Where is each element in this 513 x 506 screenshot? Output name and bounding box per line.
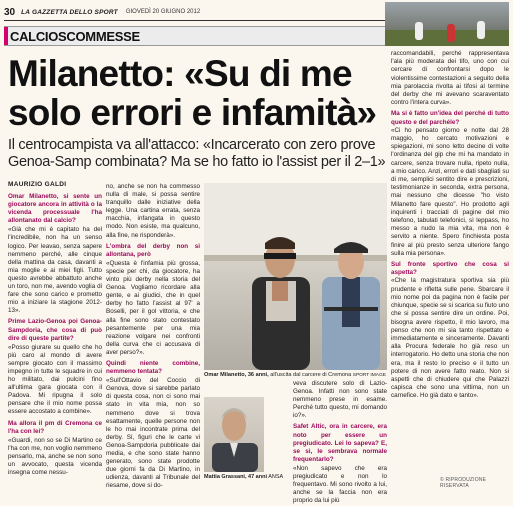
question: Safet Altic, ora in carcere, era noto per essere un pregiudicato. Lei lo sapeva? E, se sì, le sembrava normale frequentarlo? [293,423,387,463]
player-figure [477,21,485,39]
main-photo [204,183,387,370]
answer: «Questa è l'infamia più grossa, specie per chi, da giocatore, ha vinto più derby nella storia del Genoa. Vogliamo ricordare alla gente, e ai giudici, che in quel derby ho fatto l'assist al 97' a Boselli, per il gol vittoria, e che alla fine sono stato contestato pesantemente per una mia reazione volgare nei confronti della curva che ci accusava di aver perso?». [106,259,200,356]
question: Quindi niente combine, nemmeno tentata? [106,359,200,376]
answer: «Ci ho pensato giorno e notte dal 28 maggio, ho cercato motivazioni e spiegazioni, mi sono letto decine di volte l'ordinanza del gip che mi ha mandato in carcere, senza trovare nulla, ripeto nulla, a mio carico. Anzi, errori e dati sbagliati su di me, semplici sentito dire e prescrizioni, testimonianze in seconda, extra persona, mai nessuno che dicesse "ho visto Milanetto fare questo". Ho prodotto agli inquirenti i tracciati di pagine del mio telefono, tabulati telefonici, sì leppass, ho messo a nudo la mia vita, ma non è servito a niente. Spero l'inchiesta posta finire al più presto senza ulteriore fango sulla mia persona». [391,126,509,257]
article-column-right [391,50,509,401]
answer: «Che la magistratura sportiva sia più prudente e rifletta sulle pene. Sbarcare il mio nome poi da pagina non è facile per chiunque, specie se si scarica su fiuto uno che si possa sentire dire un ordine. Poi, bisogna avere rispetto, il mio lavoro, ma penso che non mi sia tanto rispettato e immediatamente e sinceramente. Davanti alla Procura federale ho già reso un interrogatorio. Ho detto una storia che non era, ma il resto lo preciso e il tutto un potere di non avere fatto reato. Non si aspetti che di chiudere qui che Palazzi capisca che sono una vittima, non un carnefice. Ho già dato e tanto». [391,277,509,400]
answer: «Guardi, non so se Di Martino ce l'ha con me, non voglio nemmeno pensarlo, ma, anche se non sono un avvocato, questa vicenda insegna come nessu- [8,436,102,477]
byline: MAURIZIO GALDI [8,181,67,188]
grassani-figure [204,397,264,472]
subheadline-line: Genoa-Samp combinata? Ma se ho fatto io l'assist per il 2–1» [8,154,386,170]
section-label: CALCIOSCOMMESSE [10,29,140,44]
question: L'ombra del derby non si allontana, però [106,242,200,258]
grassani-photo [204,397,264,472]
question: Omar Milanetto, si sente un giocatore ancora in attività o la vicenda processuale l'ha allontanato dal calcio? [8,193,102,225]
headline-line: solo errori e infamità» [8,92,377,133]
question: Prime Lazio-Genoa poi Genoa-Sampdoria, che cosa di può dire di queste partite? [8,318,102,342]
officer-figure [316,237,386,370]
article-column-2 [106,183,200,491]
milanetto-figure [244,233,316,370]
answer: veva discutere solo di Lazio-Genoa. Infatti non sono state nemmeno prese in esame. Perché tutto questo, mi domando io?». [293,380,387,420]
newspaper-name: LA GAZZETTA DELLO SPORT [21,8,118,16]
caption-name: Omar Milanetto, 36 anni, [204,372,269,378]
main-photo-caption [204,372,387,378]
subheadline-line: Il centrocampista va all'attacco: «Incarcerato con zero prove [8,137,376,153]
answer: «Sull'Ottavio del Coccio di Genova, dove si sarebbe parlato di questa cosa, non ci sono mai stato in vita mia, non so nemmeno dove si trova esattamente, quelle persone non le ho mai incontrate prima del derby. Sì, figuri che le carte vi Genoa-Sampdoria pubblicate dai media, e che sono state hanno generato, sono state prodotte due giorni fa da Di Martino, in udienza, davanti al Tribunale del riesame, dove si do- [106,377,200,490]
question: Sul fronte sportivo che cosa si aspetta? [391,261,509,277]
article-column-1 [8,190,102,478]
question: Ma si è fatto un'idea del perché di tutto questo e del parchéle? [391,110,509,126]
answer: «Già che mi è capitato ha del l'incredibile, non ha un senso logico. Per leavao, senza sapere nemmeno perché, alle cinque della mattina da casa, davanti a mia moglie e ai miei figli. Tutto questo avrebbe abbattuto anche un toro, non me, avendo voglia di fare che sono carico e prometto mio a iniziare la stagione 2012-13». [8,226,102,315]
headline-line: Milanetto: «Su di me [8,53,352,94]
page-number: 30 [4,6,16,18]
caption-name: Mattia Grassani, 47 anni [204,474,267,480]
issue-date: GIOVEDÌ 20 GIUGNO 2012 [125,9,201,15]
player-figure [415,22,423,40]
small-photo-caption [204,474,289,480]
answer: raccomandabili, perché rappresentava l'ala più moderata dei tifo, uno con cui cercare di confrontarsi dopo le violentissime contestazioni a seguito della mia parolaccia rivolta ai tifosi al termine del derby che mi avevano scaraventato contro l'intera curva». [391,50,509,107]
caption-agency: SPORT IMAGE [352,373,386,378]
player-figure [447,24,455,42]
stadium-photo [385,2,509,46]
caption-agency: ANSA [268,474,284,480]
question: Ma allora il pm di Cremona ce l'ha con lei? [8,419,102,435]
answer: no, anche se non ha commesso nulla di male, si possa sentire tranquillo dalle iniziative della legge. Una cartina errata, senza macchia, infangata in questo modo. Non esiste, ma qualcuno, alla fine, ne risponderà». [106,183,200,239]
answer: «Posso giurare su quello che ho più caro al mondo di avere sempre giocato con il massimo impegno in tutte le squadre in cui ho militato, dai pulcini fino all'ultima gara giocata con il Padova. Mi ripugna il solo pensare che il mio nome possa essere accostato a combine». [8,343,102,416]
article-column-3 [293,380,387,506]
copyright-note: © RIPRODUZIONE RISERVATA [440,477,487,489]
section-accent-bar [4,27,8,45]
caption-text: all'uscita dal carcere di Cremona [268,372,352,378]
answer: «Non sapevo che era pregiudicato e non lo frequentavo. Mi sono rivolto a lui, anche se la faccia non era proprio da lui più [293,464,387,505]
